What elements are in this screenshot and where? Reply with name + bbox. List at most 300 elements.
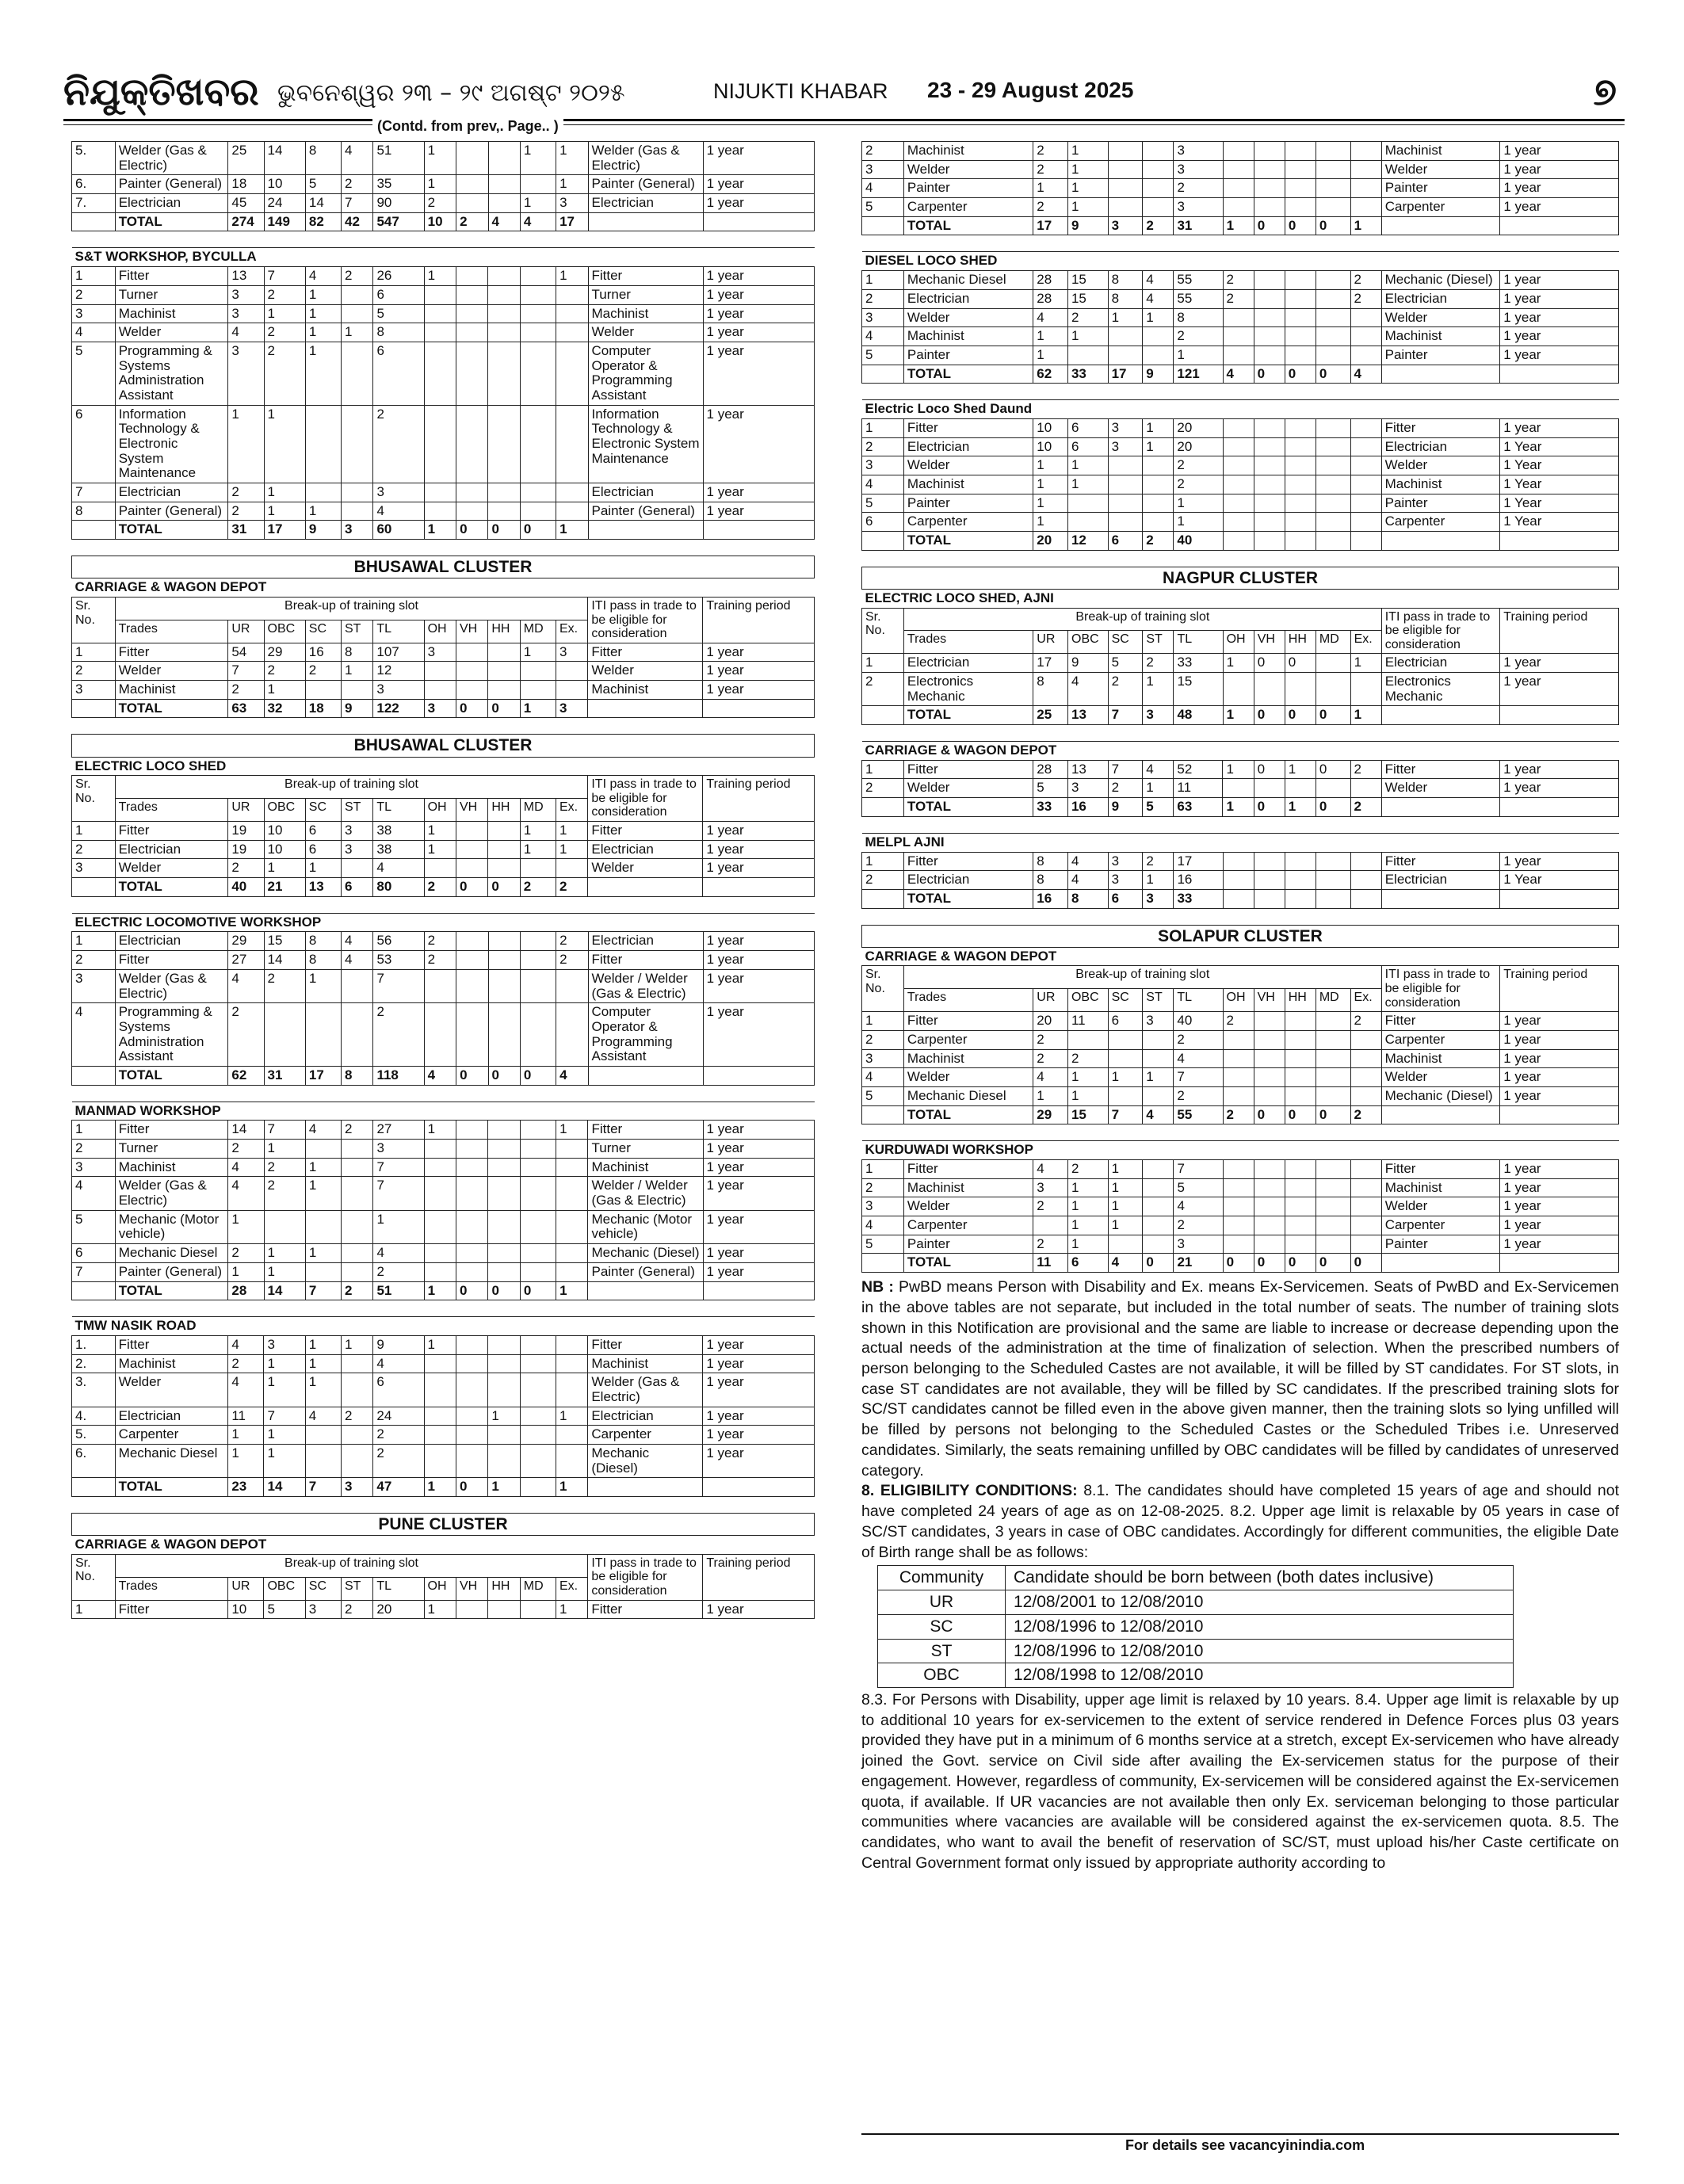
table-cell: Fitter (115, 643, 228, 662)
table-cell: 8 (1108, 289, 1143, 308)
table-cell (1254, 437, 1285, 456)
table-cell (1108, 1086, 1143, 1105)
table-cell: 1 year (703, 1177, 814, 1210)
table-cell (424, 1407, 456, 1426)
table-cell: 1 (1033, 456, 1068, 475)
table-cell: 2 (1068, 1159, 1109, 1178)
table-cell (1143, 1159, 1174, 1178)
table-cell: 3 (556, 194, 588, 213)
table-cell: 3 (1174, 160, 1223, 179)
iti-header: ITI pass in trade to be eligible for consideration (588, 597, 703, 643)
table-cell: 9 (1108, 798, 1143, 817)
table-cell (1285, 437, 1316, 456)
table-cell: 2 (342, 175, 373, 194)
table-cell: Painter (903, 346, 1033, 365)
table-cell (342, 969, 373, 1002)
table-row (862, 289, 1619, 308)
table-cell: 0 (1316, 798, 1350, 817)
table-cell: 1 (305, 342, 341, 405)
table-cell: 1 year (703, 822, 815, 841)
table-cell: 2 (1350, 289, 1381, 308)
table-cell (456, 1158, 488, 1177)
table-row (72, 323, 815, 342)
section-gap (71, 540, 815, 556)
period-header: Training period (703, 597, 815, 643)
table-cell: 1 (228, 1426, 264, 1445)
table-cell (520, 969, 556, 1002)
table-cell: Painter (903, 494, 1033, 513)
table-cell (342, 1158, 373, 1177)
table-cell: 2 (1174, 179, 1223, 198)
table-cell: 28 (1033, 289, 1068, 308)
table-cell: 2 (264, 1177, 305, 1210)
table-cell (862, 889, 904, 908)
table-cell: 51 (373, 1281, 424, 1300)
table-cell (456, 1373, 487, 1407)
table-cell (1143, 475, 1174, 494)
table-row (862, 1049, 1619, 1068)
table-cell: 2 (228, 1003, 264, 1067)
nb-label: NB : (861, 1278, 894, 1296)
table-cell: 0 (1316, 760, 1350, 779)
table-cell (1316, 1178, 1350, 1197)
table-cell (556, 1426, 587, 1445)
table-cell (72, 1066, 116, 1085)
table-cell: Electrician (115, 840, 228, 859)
table-cell (1067, 1030, 1108, 1049)
table-cell: 1 (1033, 1086, 1068, 1105)
table-row (72, 859, 815, 878)
table-cell (1285, 494, 1316, 513)
table-cell (1223, 308, 1254, 327)
table-cell: Painter (1381, 179, 1500, 198)
table-cell (342, 285, 373, 304)
table-cell: 1 year (703, 483, 814, 502)
table-cell (862, 1105, 904, 1124)
table-cell: Information Technology & Electronic System Maintenance (115, 405, 228, 483)
table-cell (556, 342, 588, 405)
table-cell: 1 (264, 1354, 305, 1373)
table-cell: Mechanic (Diesel) (588, 1445, 703, 1478)
table-cell: Fitter (588, 822, 703, 841)
table-cell: Programming & Systems Administration Assistant (115, 1003, 228, 1067)
table-cell: 5 (373, 304, 424, 323)
table-cell (1316, 418, 1350, 437)
table-cell: 1 year (1500, 1030, 1619, 1049)
table-cell: 1 (556, 822, 587, 841)
table-cell: 1 year (703, 1426, 815, 1445)
table-cell: 10 (1033, 437, 1068, 456)
table-cell (1285, 198, 1316, 217)
table-cell: 26 (373, 267, 424, 286)
table-cell: 4 (72, 1003, 116, 1067)
table-cell (1350, 1049, 1381, 1068)
table-cell (341, 859, 372, 878)
column-header: MD (1316, 989, 1350, 1012)
table-cell (520, 502, 556, 521)
table-cell: 2 (424, 878, 456, 897)
table-row (72, 1426, 815, 1445)
table-cell: 0 (1285, 365, 1316, 384)
breakup-header: Break-up of training slot (903, 608, 1381, 631)
table-cell: 1 (1174, 346, 1223, 365)
table-cell: 2 (228, 681, 264, 700)
table-cell: 1 (556, 1281, 588, 1300)
table-cell: 17 (1033, 654, 1068, 673)
table-cell: Electronics Mechanic (903, 673, 1033, 706)
table-cell (424, 323, 456, 342)
table-cell (520, 1407, 556, 1426)
table-cell: Fitter (1381, 760, 1500, 779)
table-cell (556, 483, 588, 502)
table-cell (1285, 1049, 1316, 1068)
table-cell (341, 1445, 372, 1478)
table-cell: 1 year (1500, 1159, 1619, 1178)
table-cell (1350, 1178, 1381, 1197)
table-cell: Carpenter (903, 198, 1033, 217)
table-cell: Welder (Gas & Electric) (588, 142, 703, 175)
table-cell: 2 (228, 859, 264, 878)
breakup-header: Break-up of training slot (903, 966, 1381, 989)
footer-rule (861, 2133, 1619, 2135)
table-cell: 1 (305, 1177, 341, 1210)
table-cell: 6 (373, 285, 424, 304)
table-cell (520, 951, 556, 970)
table-cell: 0 (488, 1281, 520, 1300)
table-cell: 3. (72, 1373, 116, 1407)
table-cell: 1 (862, 654, 904, 673)
eligibility-heading: 8. ELIGIBILITY CONDITIONS: (861, 1482, 1078, 1500)
table-cell: 1 (264, 405, 305, 483)
table-cell (456, 1600, 487, 1619)
table-cell: TOTAL (115, 521, 228, 540)
table-cell: 31 (228, 521, 264, 540)
column-header: UR (1033, 631, 1068, 654)
iti-header: ITI pass in trade to be eligible for consideration (588, 776, 703, 822)
total-row (72, 878, 815, 897)
table-cell: 15 (1174, 673, 1223, 706)
table-cell: Electrician (115, 1407, 228, 1426)
table-cell: Welder (903, 1068, 1033, 1087)
table-cell: 1 (1068, 179, 1109, 198)
table-cell: 1 (305, 1244, 341, 1263)
column-header: HH (488, 799, 520, 822)
table-cell (1350, 475, 1381, 494)
table-cell (1350, 494, 1381, 513)
table-cell: 3 (341, 840, 372, 859)
table-cell: 3 (72, 1158, 116, 1177)
dob-range: 12/08/1996 to 12/08/2010 (1006, 1639, 1514, 1663)
table-cell: 14 (264, 1281, 305, 1300)
table-cell (456, 304, 488, 323)
table-cell (1316, 179, 1350, 198)
table-cell: 17 (264, 521, 305, 540)
table-cell: 8 (1174, 308, 1223, 327)
table-cell: 0 (456, 699, 487, 718)
table-cell (1254, 1030, 1285, 1049)
table-cell: TOTAL (115, 1281, 228, 1300)
section-title: MANMAD WORKSHOP (72, 1102, 815, 1121)
dob-range: 12/08/1996 to 12/08/2010 (1006, 1614, 1514, 1639)
table-cell (1254, 494, 1285, 513)
table-row (72, 969, 815, 1002)
table-cell (488, 932, 520, 951)
table-row (862, 1159, 1619, 1178)
table-cell (1316, 673, 1350, 706)
table-cell (456, 681, 487, 700)
table-cell (1350, 160, 1381, 179)
section-table (71, 247, 815, 540)
table-cell (556, 859, 587, 878)
table-cell: 4 (72, 323, 116, 342)
table-cell: 4 (342, 932, 373, 951)
table-cell: 10 (424, 212, 456, 231)
table-cell: 1 (264, 1373, 305, 1407)
table-cell: 23 (228, 1478, 264, 1497)
table-cell: 3 (305, 1600, 341, 1619)
table-cell: 1 (862, 418, 904, 437)
table-cell: TOTAL (115, 699, 228, 718)
cluster-heading: SOLAPUR CLUSTER (862, 925, 1619, 947)
table-cell: 35 (373, 175, 424, 194)
column-header: OH (424, 799, 456, 822)
column-header: OH (424, 620, 456, 643)
table-row (862, 179, 1619, 198)
table-cell: 107 (373, 643, 424, 662)
table-cell: 1 (488, 1478, 520, 1497)
table-cell: 1 year (1500, 271, 1619, 290)
table-cell (1285, 513, 1316, 532)
table-cell (456, 1177, 488, 1210)
right-tables (861, 141, 1619, 1273)
table-cell (1223, 1030, 1254, 1049)
table-cell: 1 year (703, 175, 814, 194)
table-cell (1223, 494, 1254, 513)
table-cell: 2 (72, 662, 116, 681)
table-cell: Programming & Systems Administration Assistant (115, 342, 228, 405)
table-cell: 13 (1067, 760, 1108, 779)
sr-no-header: Sr. No. (72, 597, 116, 643)
table-cell: 6 (1068, 1254, 1109, 1273)
table-cell (1223, 437, 1254, 456)
table-cell: Fitter (588, 1121, 703, 1140)
table-cell: 55 (1174, 271, 1223, 290)
table-row (862, 494, 1619, 513)
table-cell (520, 323, 556, 342)
column-header: Ex. (556, 799, 587, 822)
table-cell: 7 (373, 969, 424, 1002)
community-dob-table (877, 1565, 1514, 1688)
table-cell (1350, 179, 1381, 198)
table-cell (520, 1354, 556, 1373)
table-cell (1254, 346, 1285, 365)
table-cell (1223, 198, 1254, 217)
table-row (862, 327, 1619, 346)
table-cell: 1 (424, 1281, 456, 1300)
table-cell: 1 (1067, 456, 1108, 475)
table-cell: 5 (862, 346, 904, 365)
table-cell: 3 (1143, 1012, 1174, 1031)
table-cell (1500, 532, 1619, 551)
table-cell: 4 (1223, 365, 1254, 384)
table-cell (1223, 871, 1254, 890)
table-cell: 4 (1174, 1049, 1223, 1068)
table-cell: 3 (1108, 437, 1143, 456)
table-cell (1350, 1086, 1381, 1105)
table-cell (556, 502, 588, 521)
table-cell (488, 1445, 520, 1478)
table-cell: 15 (264, 932, 305, 951)
table-cell: 1 (424, 840, 456, 859)
table-cell (1254, 1086, 1285, 1105)
table-cell: Machinist (903, 475, 1033, 494)
table-cell (424, 483, 456, 502)
table-cell (488, 1121, 520, 1140)
table-row (72, 175, 815, 194)
nb-text: PwBD means Person with Disability and Ex. means Ex-Servicemen. Seats of PwBD and Ex-Servicemen in the above tables are not separate, but included in the total number of seats. The number of training slots shown in this Notification are provisional and the same are liable to increase or decrease depending upon the actual needs of the administration at the time of finalization of selection. When the prescribed numbers of person belonging to the Scheduled Castes are not available, it will be filled by ST candidates. For ST slots, in case ST candidates are not available, they will be filled by SC candidates. If the prescribed training slots for SC/ST candidates cannot be filled even in the above given manner, then the training slots so lying unfilled will be filled by persons not belonging to the Scheduled Castes or the Scheduled Tribes i.e. Unreserved candidates. Similarly, the seats remaining unfilled by OBC candidates will be filled by candidates of unreserved category. (861, 1278, 1619, 1480)
table-cell: 1 (1285, 798, 1316, 817)
table-cell (1254, 532, 1285, 551)
table-cell (456, 951, 488, 970)
table-cell: 1 (72, 1121, 116, 1140)
table-cell: 4 (556, 1066, 588, 1085)
section-table (861, 251, 1619, 384)
table-cell: 2 (228, 483, 264, 502)
masthead (63, 70, 1617, 117)
total-row (862, 798, 1619, 817)
table-cell: 1 (228, 405, 264, 483)
table-cell (520, 1426, 556, 1445)
table-cell (1350, 673, 1381, 706)
table-cell (1350, 779, 1381, 798)
table-cell (862, 798, 904, 817)
table-cell: 56 (373, 932, 424, 951)
column-header: TL (1174, 631, 1223, 654)
table-cell (1500, 216, 1619, 235)
table-row (862, 1197, 1619, 1216)
table-cell: 4 (228, 1373, 264, 1407)
table-cell: Machinist (588, 1354, 703, 1373)
table-cell: 2 (1350, 1105, 1381, 1124)
table-cell: Mechanic Diesel (115, 1244, 228, 1263)
table-cell (488, 840, 520, 859)
table-cell (1500, 889, 1619, 908)
table-cell (1316, 1159, 1350, 1178)
table-cell: Fitter (588, 643, 703, 662)
table-cell: 118 (373, 1066, 424, 1085)
section-table (71, 1513, 815, 1619)
table-cell (424, 681, 456, 700)
table-cell (488, 951, 520, 970)
table-cell (424, 1210, 456, 1243)
table-cell: 2 (1108, 673, 1143, 706)
table-cell: 1 Year (1500, 437, 1619, 456)
table-cell (342, 1140, 373, 1159)
table-cell: 19 (228, 822, 264, 841)
table-cell (424, 1262, 456, 1281)
table-cell: 1 (1143, 418, 1174, 437)
table-cell: 4 (373, 1354, 424, 1373)
table-cell: Electrician (903, 289, 1033, 308)
table-cell: Computer Operator & Programming Assistant (588, 1003, 703, 1067)
table-cell (1143, 1030, 1174, 1049)
table-cell (556, 1244, 588, 1263)
table-cell: 6 (1108, 1012, 1143, 1031)
table-cell: 6. (72, 175, 116, 194)
table-cell: 1 (1223, 760, 1254, 779)
table-cell (424, 859, 456, 878)
table-cell: 1 (1068, 198, 1109, 217)
table-cell: 1 (264, 1426, 305, 1445)
table-cell: 4 (342, 142, 373, 175)
table-cell: 4 (862, 475, 904, 494)
table-row (72, 1210, 815, 1243)
table-cell: 1 (862, 271, 904, 290)
table-cell: 3 (373, 483, 424, 502)
table-cell (1316, 289, 1350, 308)
table-cell (424, 1158, 456, 1177)
table-cell: 1 (488, 1407, 520, 1426)
table-cell (1067, 346, 1108, 365)
table-cell (1381, 706, 1500, 725)
table-cell (1254, 327, 1285, 346)
table-cell: Electrician (115, 194, 228, 213)
table-cell: 1 year (703, 194, 814, 213)
table-cell: Electrician (903, 437, 1033, 456)
table-cell: 2 (1223, 1012, 1254, 1031)
table-cell (1108, 494, 1143, 513)
table-cell: Fitter (115, 951, 228, 970)
table-row (862, 1178, 1619, 1197)
table-cell (1285, 1178, 1316, 1197)
table-cell: Machinist (115, 681, 228, 700)
total-row (862, 216, 1619, 235)
breakup-header: Break-up of training slot (115, 776, 588, 799)
table-cell: 2 (1223, 1105, 1254, 1124)
table-cell (1316, 532, 1350, 551)
table-cell (1316, 654, 1350, 673)
table-cell: 8 (1068, 889, 1109, 908)
table-cell: 15 (1067, 1105, 1108, 1124)
table-cell (520, 681, 556, 700)
table-cell (1143, 513, 1174, 532)
community-row (878, 1639, 1514, 1663)
community-head: Community (878, 1566, 1006, 1590)
table-cell: 1 (424, 1600, 456, 1619)
table-cell: 0 (456, 1281, 488, 1300)
table-row (862, 852, 1619, 871)
table-row (862, 346, 1619, 365)
table-cell (1316, 1197, 1350, 1216)
table-cell (341, 1426, 372, 1445)
table-row (862, 1012, 1619, 1031)
table-cell: 33 (1067, 365, 1108, 384)
table-cell: 1 (264, 1140, 305, 1159)
table-cell: 0 (1254, 1105, 1285, 1124)
table-row (72, 1177, 815, 1210)
table-cell: 547 (373, 212, 424, 231)
section-table (861, 741, 1619, 817)
table-cell: 8 (342, 1066, 373, 1085)
table-cell: 20 (1174, 437, 1223, 456)
table-cell: 62 (1033, 365, 1068, 384)
table-cell (424, 1426, 456, 1445)
table-cell: 2 (1033, 1197, 1068, 1216)
table-cell: Carpenter (115, 1426, 228, 1445)
table-cell (1381, 365, 1500, 384)
table-row (72, 643, 815, 662)
table-cell: TOTAL (115, 878, 228, 897)
